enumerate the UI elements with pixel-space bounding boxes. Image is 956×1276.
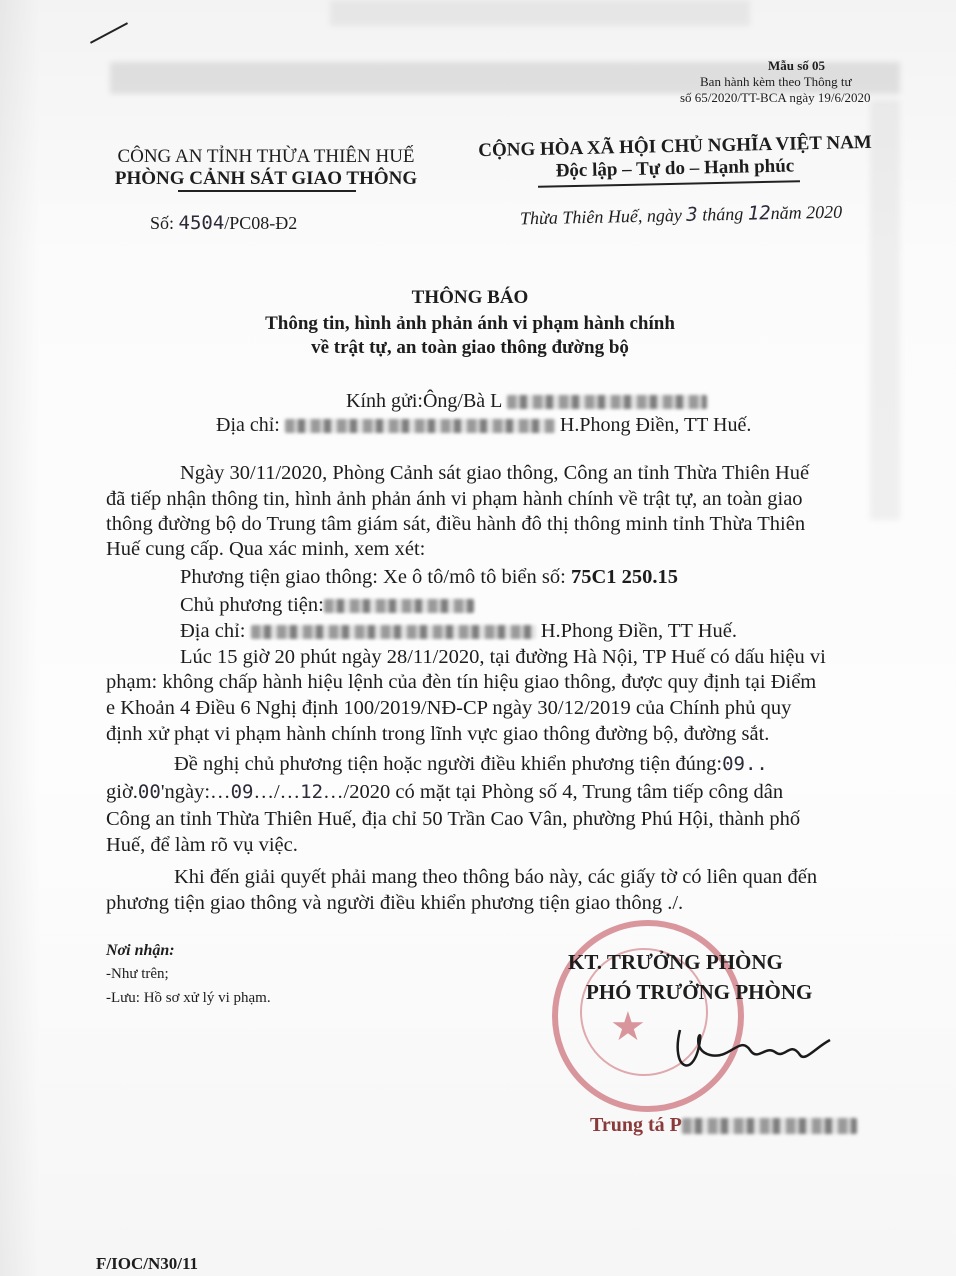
document-number xyxy=(150,212,297,234)
paragraph-3-line-3: Công an tỉnh Thừa Thiên Huế, địa chỉ 50 Trần Cao Vân, phường Phú Hội, thành phố xyxy=(106,808,801,830)
date-day-handwritten: 3 xyxy=(686,203,698,226)
date-suffix: năm 2020 xyxy=(770,201,843,224)
paragraph-1-line-4: Huế cung cấp. Qua xác minh, xem xét: xyxy=(106,538,426,560)
scan-shadow-top xyxy=(330,0,750,26)
owner-address-label: Địa chỉ: xyxy=(180,620,251,642)
pen-mark xyxy=(90,22,128,43)
day-label: 'ngày:… xyxy=(160,781,231,803)
receivers-item-1: -Như trên; xyxy=(106,966,169,982)
document-subtitle-2: về trật tự, an toàn giao thông đường bộ xyxy=(311,337,629,358)
paragraph-3-line-2 xyxy=(106,781,783,804)
paragraph-4-line-2: phương tiện giao thông và người điều khiển phương tiện giao thông ./. xyxy=(106,892,684,914)
recipient-label: Kính gửi:Ông/Bà L xyxy=(346,390,502,412)
month-separator: …/… xyxy=(253,781,301,803)
date-middle: tháng xyxy=(697,203,748,225)
national-motto: Độc lập – Tự do – Hạnh phúc xyxy=(555,155,795,182)
receivers-title: Nơi nhận: xyxy=(106,942,175,959)
address-label: Địa chỉ: xyxy=(216,414,285,436)
appointment-minute: 00 xyxy=(137,781,161,803)
nation-name: CỘNG HÒA XÃ HỘI CHỦ NGHĨA VIỆT NAM xyxy=(478,131,872,162)
signatory-rank-text: Trung tá P xyxy=(590,1114,682,1136)
paragraph-2-line-3: e Khoản 4 Điều 6 Nghị định 100/2019/NĐ-CP ngày 30/12/2019 của Chính phủ quy xyxy=(106,697,792,719)
hour-label: giờ. xyxy=(106,781,138,803)
license-plate: 75C1 250.15 xyxy=(570,566,678,588)
paragraph-4-line-1: Khi đến giải quyết phải mang theo thông báo này, các giấy tờ có liên quan đến xyxy=(174,866,818,888)
issuing-department: PHÒNG CẢNH SÁT GIAO THÔNG xyxy=(114,168,418,189)
owner-address-line xyxy=(180,620,737,643)
paragraph-1-line-2: đã tiếp nhận thông tin, hình ảnh phản ánh vi phạm hành chính về trật tự, an toàn giao xyxy=(106,488,803,510)
signatory-rank xyxy=(590,1114,857,1137)
paragraph-3-line-4: Huế, để làm rõ vụ việc. xyxy=(106,834,298,856)
signatory-title-2: PHÓ TRƯỞNG PHÒNG xyxy=(586,980,813,1004)
paragraph-2-line-2: phạm: không chấp hành hiệu lệnh của đèn tín hiệu giao thông, được quy định tại Điểm xyxy=(106,671,817,693)
document-title: THÔNG BÁO xyxy=(411,287,529,308)
paragraph-2-line-4: định xử phạt vi phạm hành chính trong lĩnh vực giao thông đường bộ, đường sắt. xyxy=(106,723,770,745)
redacted-signatory-name xyxy=(682,1118,857,1134)
address-tail: H.Phong Điền, TT Huế. xyxy=(554,414,752,436)
vehicle-line xyxy=(180,566,678,589)
owner-label: Chủ phương tiện: xyxy=(180,594,324,616)
date-month-handwritten: 12 xyxy=(747,202,771,225)
scan-shadow-left xyxy=(0,0,40,1276)
appointment-day: 09 xyxy=(230,781,254,803)
redacted-owner xyxy=(324,599,474,613)
signature xyxy=(640,1010,850,1090)
doc-no-suffix: /PC08-Đ2 xyxy=(224,213,298,233)
vehicle-label: Phương tiện giao thông: Xe ô tô/mô tô biển số: xyxy=(180,566,571,588)
form-code: F/IOC/N30/11 xyxy=(96,1254,199,1273)
document-subtitle-1: Thông tin, hình ảnh phản ánh vi phạm hành chính xyxy=(265,313,675,334)
appointment-hour: 09.. xyxy=(722,753,768,775)
owner-address-tail: H.Phong Điền, TT Huế. xyxy=(535,620,737,642)
header-divider-left xyxy=(178,190,356,192)
appointment-request: Đề nghị chủ phương tiện hoặc người điều khiển phương tiện đúng: xyxy=(174,753,723,775)
doc-no-prefix: Số: xyxy=(150,213,179,233)
appointment-place: …/2020 có mặt tại Phòng số 4, Trung tâm tiếp công dân xyxy=(323,781,784,803)
recipient-line xyxy=(346,390,707,413)
receivers-item-2: -Lưu: Hồ sơ xử lý vi phạm. xyxy=(106,990,271,1006)
star-emblem-icon: ★ xyxy=(610,1004,646,1050)
redacted-owner-address xyxy=(251,625,536,639)
paragraph-2-line-1: Lúc 15 giờ 20 phút ngày 28/11/2020, tại đường Hà Nội, TP Huế có dấu hiệu vi xyxy=(180,646,826,668)
doc-no-handwritten: 4504 xyxy=(178,212,225,234)
redacted-address xyxy=(285,419,555,433)
signatory-title-1: KT. TRƯỞNG PHÒNG xyxy=(568,950,783,974)
issue-date xyxy=(520,201,843,230)
recipient-address xyxy=(216,414,751,437)
owner-line xyxy=(180,594,474,617)
redacted-name xyxy=(507,395,707,409)
appointment-month: 12 xyxy=(300,781,324,803)
paragraph-1-line-1: Ngày 30/11/2020, Phòng Cảnh sát giao thông, Công an tỉnh Thừa Thiên Huế xyxy=(180,462,810,484)
form-note-2: số 65/2020/TT-BCA ngày 19/6/2020 xyxy=(680,90,871,105)
paragraph-1-line-3: thông đường bộ do Trung tâm giám sát, điều hành đô thị thông minh tỉnh Thừa Thiên xyxy=(106,513,806,535)
date-prefix: Thừa Thiên Huế, ngày xyxy=(519,204,687,229)
form-number: Mẫu số 05 xyxy=(768,58,826,73)
issuing-agency: CÔNG AN TỈNH THỪA THIÊN HUẾ xyxy=(117,146,415,167)
form-note-1: Ban hành kèm theo Thông tư xyxy=(700,74,852,89)
paragraph-3-line-1 xyxy=(174,753,768,776)
